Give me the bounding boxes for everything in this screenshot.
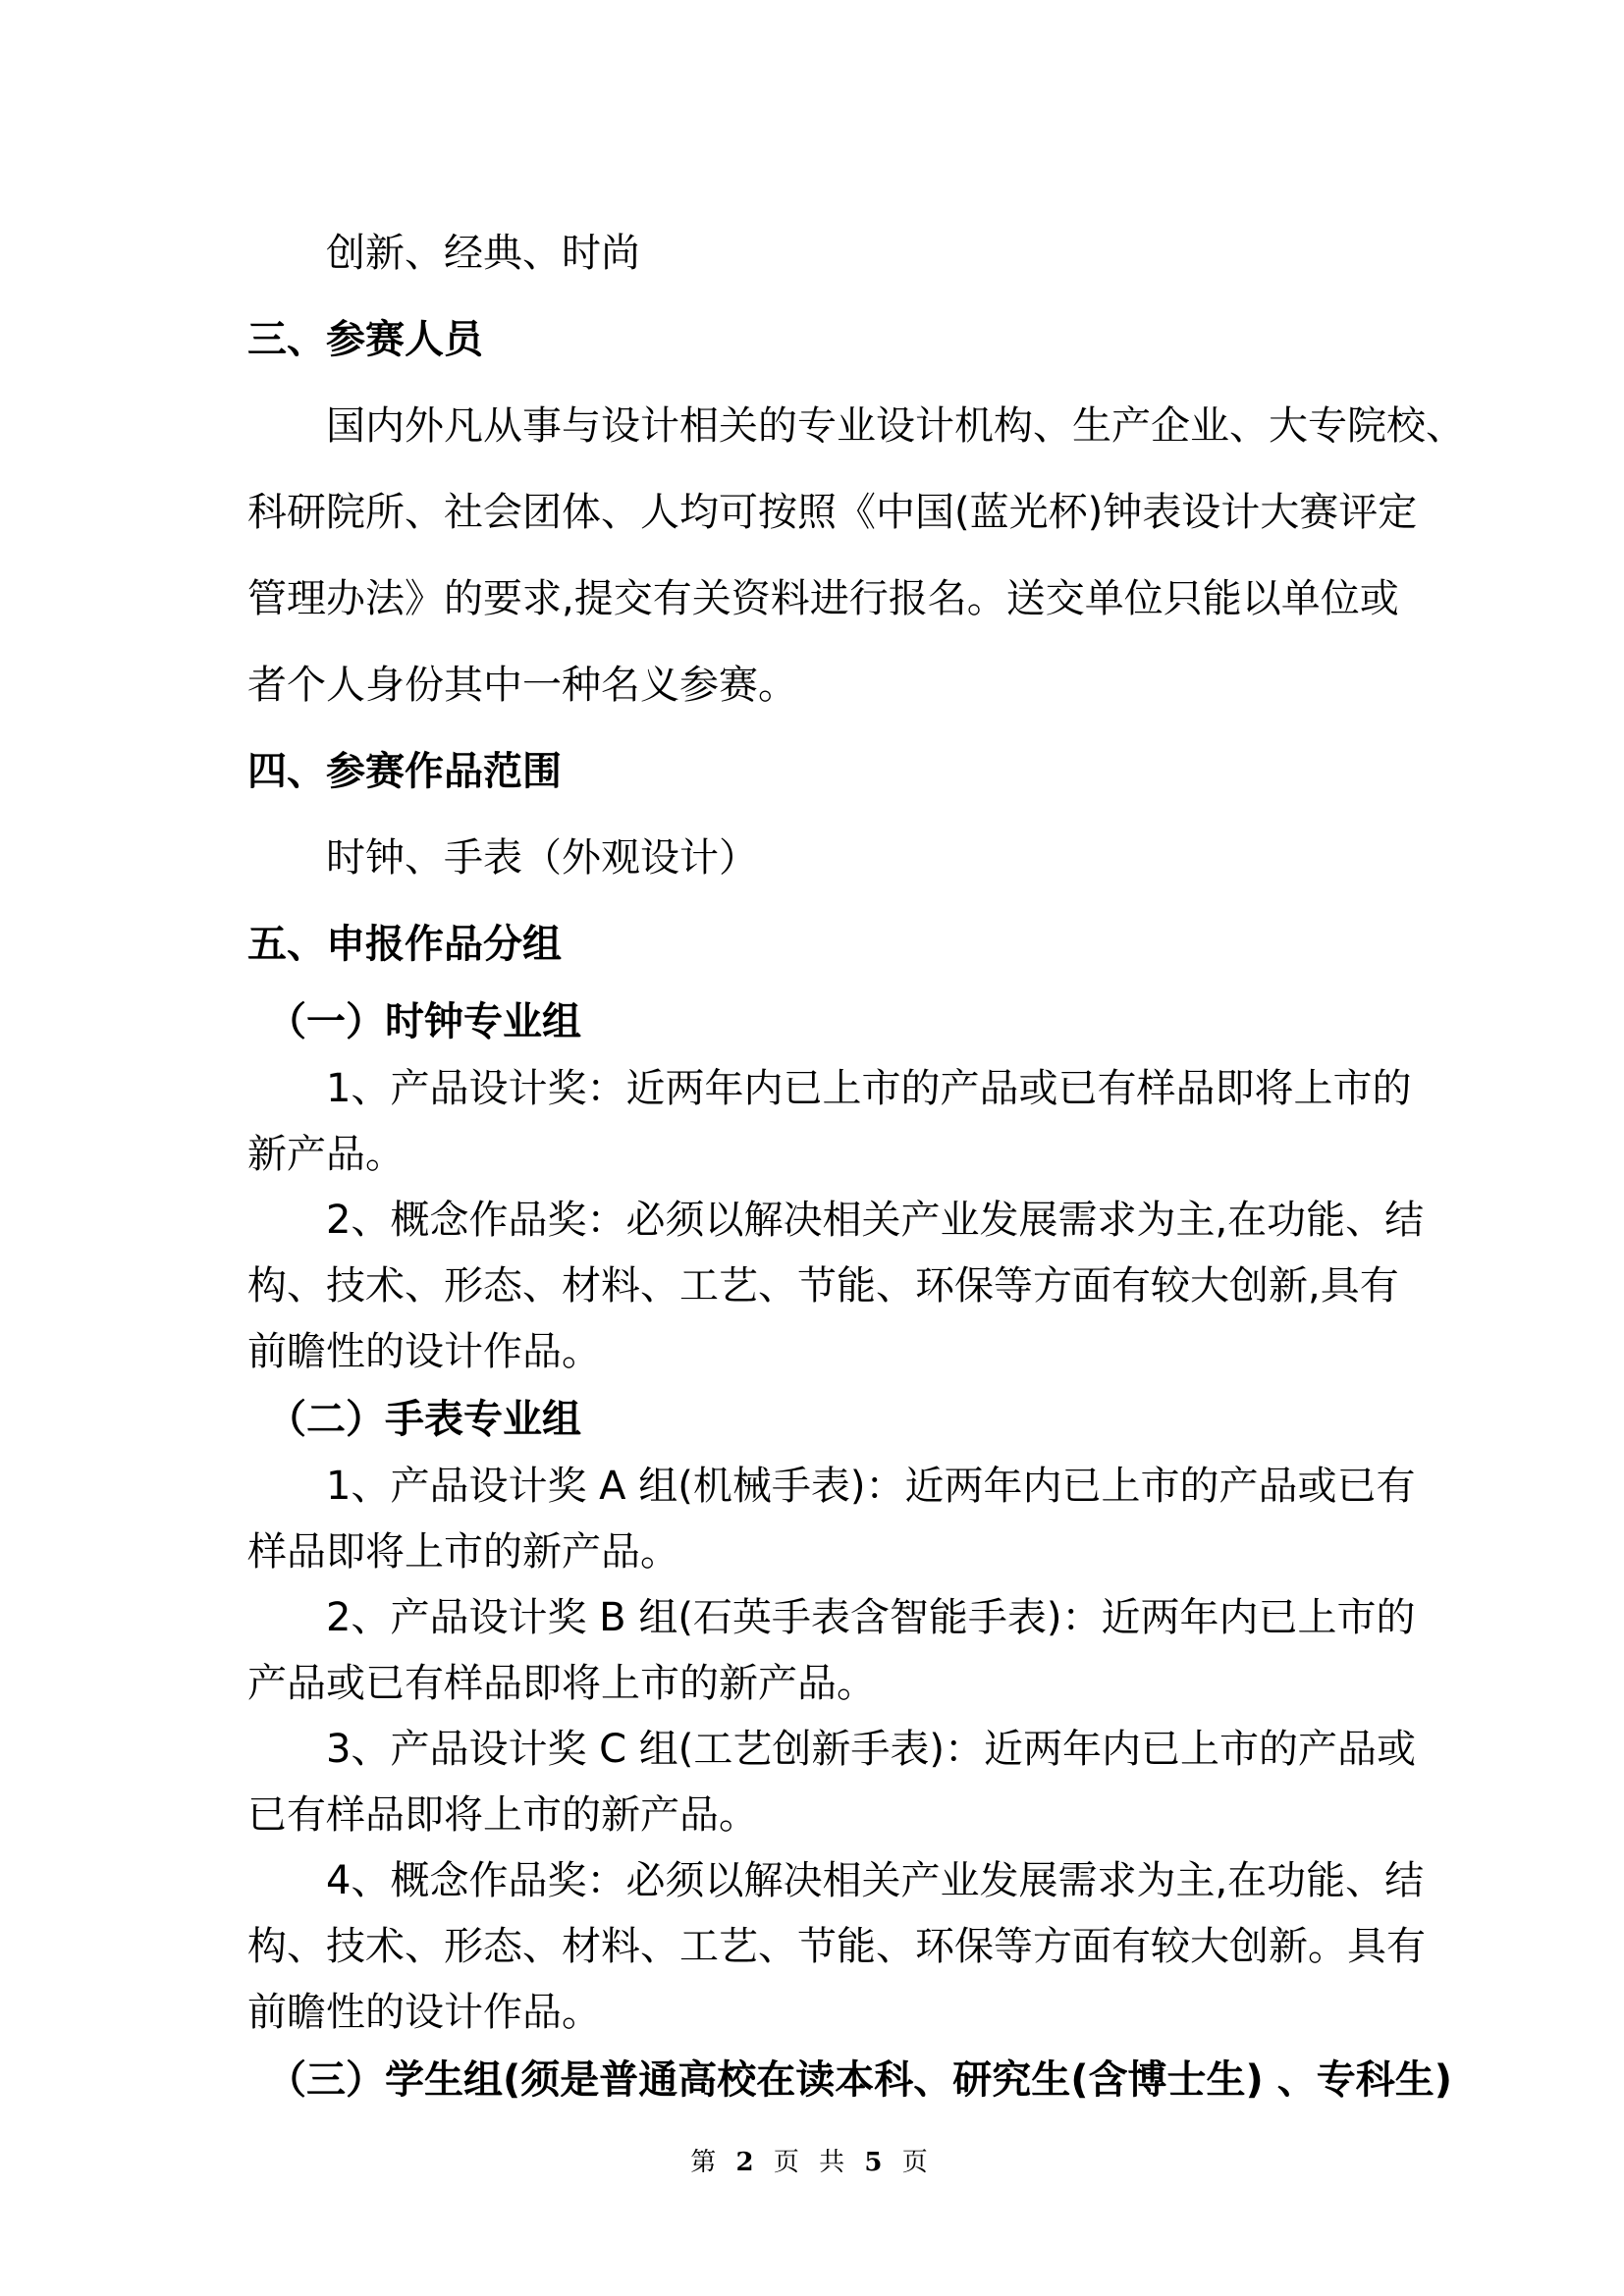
paragraph-line: 4、概念作品奖：必须以解决相关产业发展需求为主,在功能、结 <box>326 1858 1425 1903</box>
paragraph-line: 产品或已有样品即将上市的新产品。 <box>247 1661 876 1706</box>
document-body <box>247 210 1465 2114</box>
paragraph-line: 科研院所、社会团体、人均可按照《中国(蓝光杯)钟表设计大赛评定 <box>247 490 1418 535</box>
paragraph-line: 时钟、手表（外观设计） <box>326 835 758 881</box>
page-footer <box>0 2142 1624 2178</box>
paragraph-line: 前瞻性的设计作品。 <box>247 1990 601 2035</box>
paragraph-line: 2、概念作品奖：必须以解决相关产业发展需求为主,在功能、结 <box>326 1198 1425 1243</box>
group-heading-student: （三）学生组(须是普通高校在读本科、研究生(含博士生) 、专科生) <box>267 2057 1453 2103</box>
theme-line: 创新、经典、时尚 <box>326 231 640 276</box>
paragraph-line: 构、技术、形态、材料、工艺、节能、环保等方面有较大创新,具有 <box>247 1263 1399 1308</box>
paragraph-line: 新产品。 <box>247 1132 405 1177</box>
section-heading-groups: 五、申报作品分组 <box>247 922 562 967</box>
paragraph-line: 3、产品设计奖 C 组(工艺创新手表)：近两年内已上市的产品或 <box>326 1727 1417 1772</box>
paragraph-line: 样品即将上市的新产品。 <box>247 1529 679 1575</box>
footer-page-number: 2 <box>735 2148 760 2177</box>
paragraph-line: 2、产品设计奖 B 组(石英手表含智能手表)：近两年内已上市的 <box>326 1595 1416 1640</box>
section-heading-participants: 三、参赛人员 <box>247 317 483 362</box>
paragraph-line: 者个人身份其中一种名义参赛。 <box>247 663 797 708</box>
paragraph-line: 管理办法》的要求,提交有关资料进行报名。送交单位只能以单位或 <box>247 576 1399 621</box>
group-heading-watch: （二）手表专业组 <box>267 1397 581 1442</box>
footer-total-pages: 5 <box>864 2148 889 2177</box>
footer-prefix: 第 <box>690 2148 723 2177</box>
paragraph-line: 构、技术、形态、材料、工艺、节能、环保等方面有较大创新。具有 <box>247 1924 1426 1969</box>
footer-suffix: 页 <box>901 2148 934 2177</box>
paragraph-line: 前瞻性的设计作品。 <box>247 1329 601 1374</box>
paragraph-line: 已有样品即将上市的新产品。 <box>247 1792 758 1838</box>
paragraph-line: 1、产品设计奖 A 组(机械手表)：近两年内已上市的产品或已有 <box>326 1464 1416 1509</box>
group-heading-clock: （一）时钟专业组 <box>267 999 581 1044</box>
section-heading-scope: 四、参赛作品范围 <box>247 749 562 794</box>
paragraph-line: 国内外凡从事与设计相关的专业设计机构、生产企业、大专院校、 <box>326 403 1465 449</box>
paragraph-line: 1、产品设计奖：近两年内已上市的产品或已有样品即将上市的 <box>326 1066 1412 1111</box>
footer-middle: 页 共 <box>773 2148 851 2177</box>
